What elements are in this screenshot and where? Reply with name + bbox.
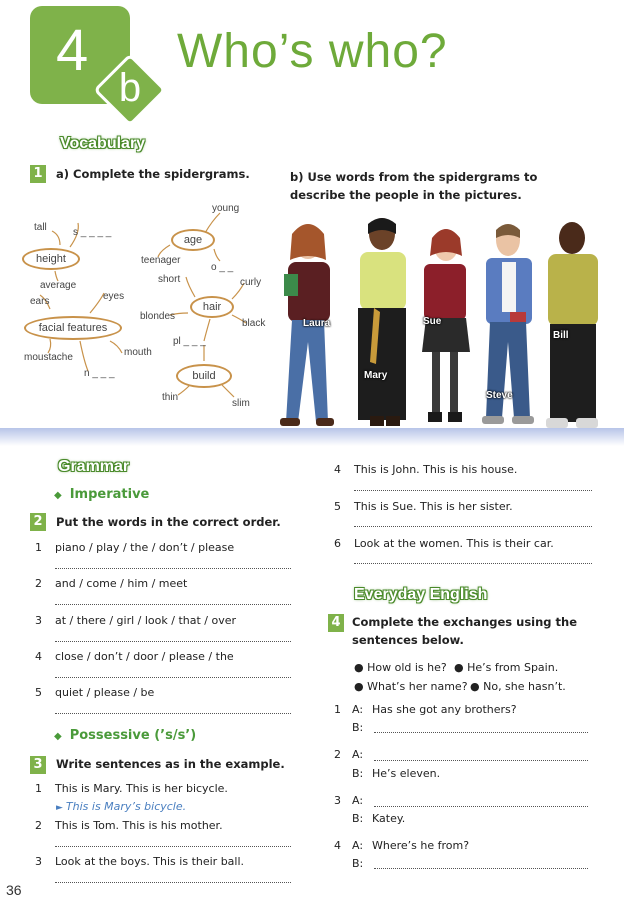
bullet-icon: ● [454,661,468,674]
ex4-exchange-1-b-answer-line[interactable] [374,732,588,733]
ex2-item-3-text: at / there / girl / look / that / over [55,614,237,627]
spider-word-mouth: mouth [124,347,152,358]
person-bill-figure [546,222,598,428]
exercise-3-number: 3 [30,756,46,774]
ex2-item-3-number: 3 [35,614,42,627]
ex4-exchange-2-b-label: B: [352,767,364,780]
ex4-exchange-4-a-label: A: [352,839,364,852]
everyday-english-heading: Everyday English [354,586,488,603]
ex4-option-3-text: What’s her name? [367,680,468,693]
ex2-item-4-answer-line[interactable] [55,677,291,678]
ex4-exchange-3-a-answer-line[interactable] [374,806,588,807]
exercise-2-number: 2 [30,513,46,531]
ex3-item-6-answer-line[interactable] [354,563,592,564]
ex4-exchange-3-number: 3 [334,794,341,807]
exercise-4-instruction-line1: Complete the exchanges using the [352,615,578,629]
person-label-steve: Steve [486,390,513,401]
ex4-exchange-2-a-answer-line[interactable] [374,760,588,761]
ex4-option-1 [354,661,447,674]
ex4-option-3 [354,680,468,693]
exercise-2-instruction: Put the words in the correct order. [56,515,281,529]
ex2-item-1-answer-line[interactable] [55,568,291,569]
ex3-item-6-number: 6 [334,537,341,550]
exercise-4-number: 4 [328,614,344,632]
diamond-icon: ◆ [54,731,62,742]
ex4-exchange-4-number: 4 [334,839,341,852]
bullet-icon: ● [470,680,484,693]
ex3-item-4-text: This is John. This is his house. [354,463,518,476]
person-label-laura: Laura [303,318,331,329]
possessive-subheading [54,728,196,743]
person-label-bill: Bill [553,330,569,341]
exercise-3-instruction: Write sentences as in the example. [56,757,285,771]
ex4-option-2-text: He’s from Spain. [467,661,559,674]
ex3-item-5-number: 5 [334,500,341,513]
unit-number: 4 [56,18,89,83]
page-number: 36 [6,882,22,898]
person-label-mary: Mary [364,370,388,381]
ex4-exchange-1-b-label: B: [352,721,364,734]
imperative-label: Imperative [69,487,150,502]
ex4-exchange-4-b-label: B: [352,857,364,870]
ex4-option-1-text: How old is he? [367,661,447,674]
spider-oval-hair: hair [190,296,234,318]
spider-word-moustache: moustache [24,352,73,363]
exercise-1-number: 1 [30,165,46,183]
ex2-item-3-answer-line[interactable] [55,641,291,642]
diamond-icon: ◆ [54,490,62,501]
ex3-item-1-number: 1 [35,782,42,795]
ex4-exchange-1-number: 1 [334,703,341,716]
possessive-label: Possessive (’s/s’) [69,728,197,743]
ex4-exchange-2-number: 2 [334,748,341,761]
spider-word-teenager: teenager [141,255,181,266]
ex3-item-3-number: 3 [35,855,42,868]
person-label-sue: Sue [423,316,442,327]
ex2-item-1-text: piano / play / the / don’t / please [55,541,235,554]
ex3-item-4-number: 4 [334,463,341,476]
spider-blank-o: o _ _ [211,262,234,273]
ex4-option-2 [454,661,558,674]
grammar-heading: Grammar [58,458,130,475]
unit-letter: b [118,66,142,110]
ex2-item-1-number: 1 [35,541,42,554]
play-arrow-icon: ► [56,803,63,813]
spider-oval-height: height [22,248,80,270]
spider-oval-build: build [176,364,232,388]
ex3-item-3-text: Look at the boys. This is their ball. [55,855,245,868]
spider-oval-facial-features: facial features [24,316,122,340]
ex4-exchange-4-a-text: Where’s he from? [372,839,470,852]
ex3-item-2-number: 2 [35,819,42,832]
ex2-item-2-text: and / come / him / meet [55,577,188,590]
ex4-exchange-1-a-text: Has she got any brothers? [372,703,517,716]
ex4-exchange-3-b-text: Katey. [372,812,406,825]
spider-word-slim: slim [232,398,250,409]
ex3-example-text: This is Mary’s bicycle. [65,800,187,813]
imperative-subheading [54,487,149,502]
ex3-item-5-answer-line[interactable] [354,526,592,527]
spider-word-eyes: eyes [103,291,125,302]
ex3-item-6-text: Look at the women. This is their car. [354,537,554,550]
bullet-icon: ● [354,661,368,674]
page-title: Who’s who? [177,25,448,78]
spider-word-black: black [242,318,266,329]
ex2-item-4-number: 4 [35,650,42,663]
spider-blank-s: s _ _ _ _ [73,227,112,238]
ex4-exchange-3-b-label: B: [352,812,364,825]
bullet-icon: ● [354,680,368,693]
ex3-item-2-answer-line[interactable] [55,846,291,847]
ex3-item-4-answer-line[interactable] [354,490,592,491]
spider-word-curly: curly [240,277,262,288]
spider-word-average: average [40,280,77,291]
ex4-exchange-3-a-label: A: [352,794,364,807]
exercise-1b-instruction: b) Use words from the spidergrams to describe the people in the pictures. [290,170,538,202]
ex4-exchange-4-b-answer-line[interactable] [374,868,588,869]
ex4-option-4 [470,680,566,693]
ex4-option-4-text: No, she hasn’t. [483,680,566,693]
ex3-item-3-answer-line[interactable] [55,882,291,883]
ex2-item-4-text: close / don’t / door / please / the [55,650,234,663]
ex2-item-5-number: 5 [35,686,42,699]
ex2-item-2-answer-line[interactable] [55,604,291,605]
ex3-item-1-text: This is Mary. This is her bicycle. [55,782,228,795]
ex2-item-5-answer-line[interactable] [55,713,291,714]
ex4-exchange-2-b-text: He’s eleven. [372,767,441,780]
spider-blank-pl: pl _ _ _ [173,336,206,347]
exercise-1a-instruction: a) Complete the spidergrams. [56,167,250,181]
spider-oval-age: age [171,229,215,251]
person-mary-figure [358,218,406,426]
exercise-4-instruction-line2: sentences below. [352,633,464,647]
spider-word-young: young [212,203,240,214]
spider-blank-n: n _ _ _ [84,368,115,379]
ex3-item-2-text: This is Tom. This is his mother. [55,819,223,832]
spider-word-ears: ears [30,296,50,307]
ex3-item-5-text: This is Sue. This is her sister. [354,500,513,513]
spider-word-tall: tall [34,222,47,233]
spider-word-blondes: blondes [140,311,176,322]
ex3-example-answer [56,800,186,813]
spider-word-short: short [158,274,181,285]
spider-word-thin: thin [162,392,179,403]
ex2-item-2-number: 2 [35,577,42,590]
ex4-exchange-2-a-label: A: [352,748,364,761]
vocabulary-heading: Vocabulary [60,135,146,152]
ex4-exchange-1-a-label: A: [352,703,364,716]
ex2-item-5-text: quiet / please / be [55,686,155,699]
